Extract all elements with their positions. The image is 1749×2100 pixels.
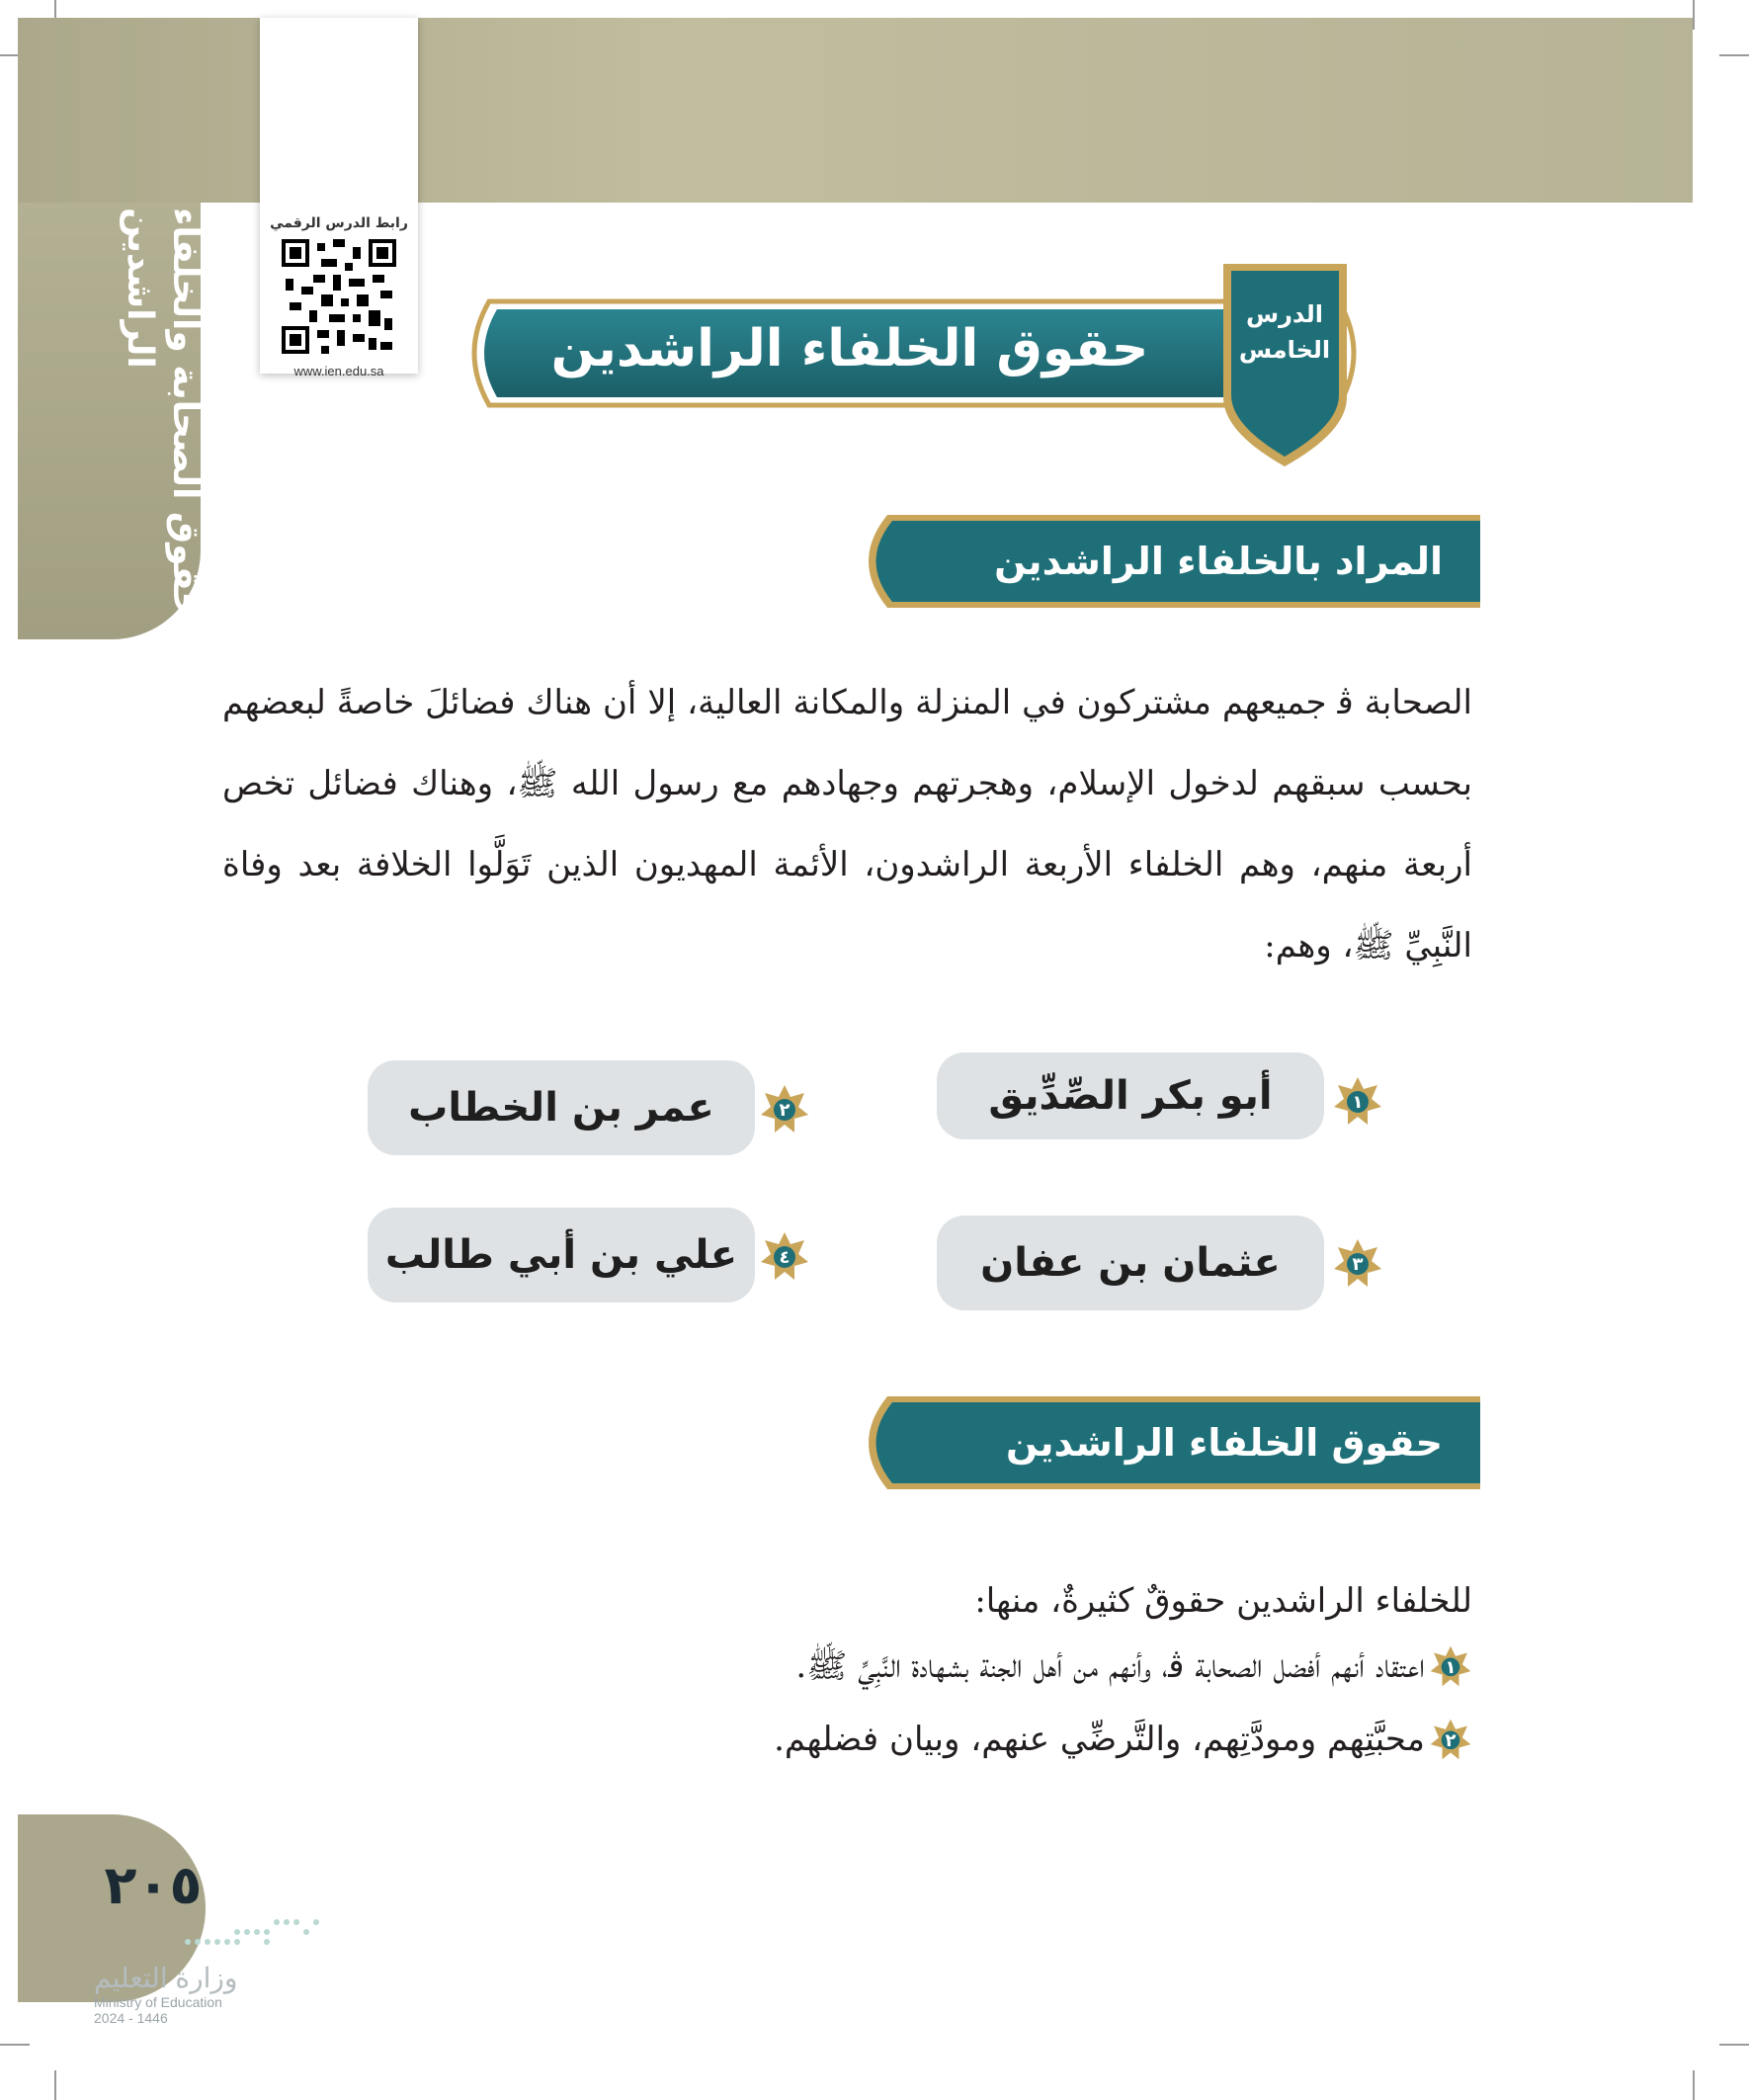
section1-title: المراد بالخلفاء الراشدين [994, 540, 1443, 583]
rights-number: ١ [1445, 1657, 1457, 1678]
ministry-name-ar: وزارة التعليم [94, 1963, 238, 1993]
section2-title: حقوق الخلفاء الراشدين [1006, 1421, 1443, 1465]
lesson-title: حقوق الخلفاء الراشدين [550, 319, 1149, 378]
intro-paragraph: الصحابة ﭬ جميعهم مشتركون في المنزلة والمكانة العالية، إلا أن هناك فضائلَ خاصةً لبعضهم بحسب سبقهم لدخول الإسلام، وهجرتهم وجهادهم مع رسول الله ﷺ، وهناك فضائل تخص أربعة منهم، وهم الخلفاء الأربعة الراشدون، الأئمة المهديون الذين تَوَلَّوا الخلافة بعد وفاة النَّبِيِّ ﷺ، وهم: [222, 683, 1472, 966]
rights-item: محبَّتِهم ومودَّتِهم، والتَّرضِّي عنهم، وبيان فضلهم. [774, 1720, 1425, 1759]
ministry-name-en: Ministry of Education [94, 1994, 222, 2010]
chapter-title-line1: حقوق الصحابة والخلفاء [165, 208, 206, 618]
rights-intro: للخلفاء الراشدين حقوقٌ كثيرةٌ، منها: [974, 1581, 1472, 1621]
qr-code-icon[interactable] [282, 239, 396, 354]
qr-label: رابط الدرس الرقمي [270, 215, 408, 231]
caliph-card-3 [937, 1216, 1324, 1310]
qr-card[interactable] [260, 18, 418, 378]
caliph-card-4 [368, 1208, 755, 1302]
caliph-name: عثمان بن عفان [980, 1240, 1281, 1286]
crop-mark [54, 2070, 56, 2100]
crop-mark [0, 2044, 30, 2046]
caliph-name: علي بن أبي طالب [384, 1232, 738, 1278]
ministry-logo [94, 1962, 311, 2026]
caliph-number: ٤ [779, 1247, 791, 1268]
lesson-tag [1225, 296, 1344, 395]
edition-year: 2024 - 1446 [94, 2010, 168, 2026]
rights-item: اعتقاد أنهم أفضل الصحابة ﭬ، وأنهم من أهل الجنة بشهادة النَّبِيِّ ﷺ. [795, 1646, 1425, 1686]
chapter-title-line2: الراشدين [120, 208, 160, 369]
crop-mark [1719, 54, 1749, 56]
crop-mark [1693, 0, 1695, 30]
page-number: ٢٠٥ [104, 1854, 203, 1916]
caliph-number: ٢ [779, 1100, 791, 1121]
lesson-tag-line1: الدرس [1245, 300, 1324, 328]
caliph-name: أبو بكر الصِّدِّيق [988, 1073, 1273, 1119]
rights-number: ٢ [1445, 1730, 1457, 1751]
caliph-number: ٣ [1352, 1254, 1364, 1275]
qr-url[interactable]: www.ien.edu.sa [293, 364, 384, 378]
crop-mark [1693, 2070, 1695, 2100]
caliph-name: عمر بن الخطاب [408, 1085, 714, 1131]
caliph-card-2 [368, 1060, 755, 1155]
caliph-number: ١ [1352, 1092, 1364, 1113]
ministry-dots-logo-icon [178, 1912, 326, 1952]
caliph-card-1 [937, 1052, 1324, 1139]
crop-mark [1719, 2044, 1749, 2046]
chapter-title [40, 208, 208, 623]
lesson-tag-line2: الخامس [1238, 336, 1331, 364]
